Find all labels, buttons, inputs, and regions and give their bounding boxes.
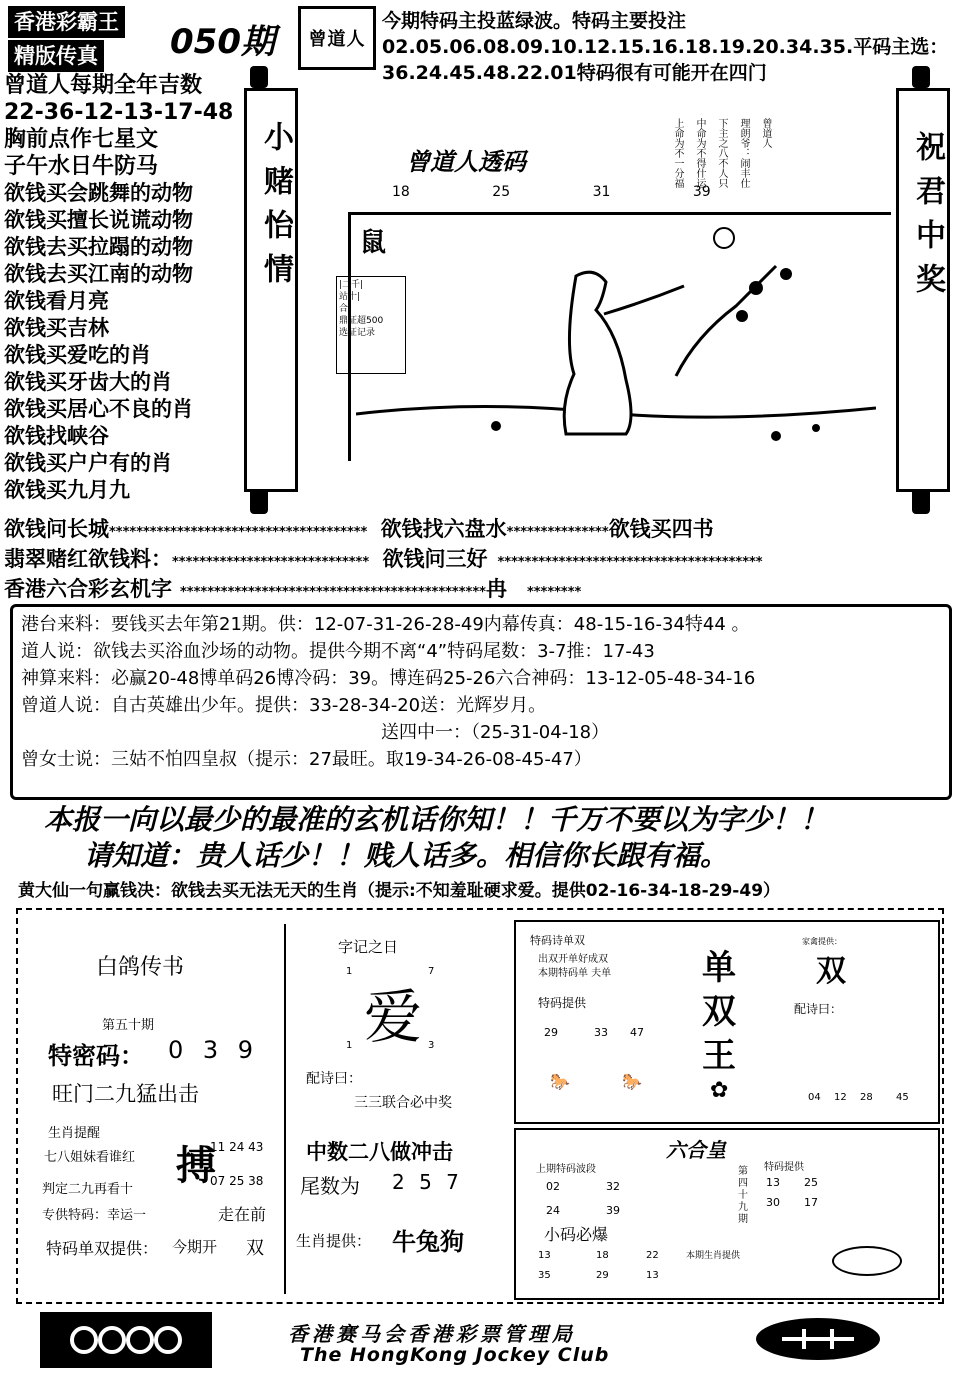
left-line: 胸前点作七星文	[4, 127, 159, 152]
brt-flower-icon: ✿	[710, 1078, 729, 1103]
left-title: 曾道人每期全年吉数	[4, 73, 203, 98]
overlay-note-line: 站十|	[339, 292, 361, 302]
footer-org-cn: 香港赛马会香港彩票管理局	[288, 1322, 576, 1346]
bl-fight: 搏	[176, 1142, 216, 1189]
brb-small-num: 35	[538, 1270, 551, 1281]
bottom-right-top	[514, 920, 940, 1124]
bl-zodiac-hint: 七八姐妹看谁红	[44, 1150, 136, 1165]
left-line: 欲钱买牙齿大的肖	[4, 370, 172, 394]
mid-line-a: 翡翠赌红欲钱料：	[4, 547, 172, 571]
brt-poem-label: 配诗曰：	[794, 1002, 843, 1016]
header-badge	[8, 6, 160, 66]
left-column	[4, 72, 249, 504]
bottom-mid	[288, 924, 504, 1294]
footer-org-en: The HongKong Jockey Club	[300, 1344, 610, 1366]
overlay-note-line: 合	[339, 304, 349, 314]
info-line: 港台来料：要钱买去年第21期。供：12-07-31-26-28-49内幕传真：48-15-16-34特44 。	[21, 614, 750, 635]
bl-judge: 判定二九再看十	[42, 1182, 134, 1197]
left-numbers: 22-36-12-13-17-48	[4, 100, 234, 125]
logo-text: 曾道人	[308, 29, 366, 50]
brt-right-char: 双	[816, 954, 846, 989]
mid-line-stars: ***************	[506, 525, 609, 540]
overlay-note-line: |二千|	[339, 280, 364, 290]
mid-line-a: 欲钱问长城	[4, 517, 109, 541]
bl-issue: 第五十期	[102, 1018, 155, 1033]
mid-line-c: 欲钱买四书	[608, 517, 714, 541]
bl-special-value: 0 3 9	[168, 1036, 260, 1064]
mid-line-stars: *****************************	[172, 555, 370, 570]
bm-poem-label: 配诗曰：	[306, 1071, 362, 1087]
footer-logo-left	[40, 1312, 212, 1368]
info-line: 曾女士说：三姑不怕四皇叔（提示：27最旺。取19-34-26-08-45-47）	[21, 749, 592, 770]
scroll-rod-left	[250, 66, 268, 88]
brb-small-num: 18	[596, 1250, 609, 1261]
mid-line	[4, 546, 952, 576]
left-line: 欲钱买九月九	[4, 478, 130, 502]
bm-corner: 7	[428, 966, 435, 977]
mid-line-stars: **************************************	[109, 525, 368, 540]
brt-right-num: 45	[896, 1092, 909, 1103]
footer-logo-right-icon	[772, 1325, 864, 1353]
brb-issue: 第四十九期	[738, 1166, 748, 1225]
bm-tail-value: 2 5 7	[392, 1170, 463, 1194]
brb-num: 24	[546, 1204, 560, 1217]
brt-king: 王	[702, 1036, 736, 1076]
brb-small-num: 22	[646, 1250, 659, 1261]
mid-line	[4, 516, 952, 546]
left-line: 欲钱买户户有的肖	[4, 451, 172, 475]
picture-poem	[666, 118, 776, 218]
left-line: 欲钱去买拉蹋的动物	[4, 235, 193, 259]
footer	[0, 1308, 957, 1380]
issue-number: 050期	[170, 22, 275, 62]
scroll-paper	[296, 96, 892, 482]
brt-right-title: 家禽提供：	[802, 937, 842, 946]
bl-zodiac-label: 生肖提醒	[48, 1126, 101, 1141]
bm-tail-label: 尾数为	[300, 1174, 360, 1198]
scroll-panel-left	[244, 88, 298, 492]
left-line: 欲钱找峡谷	[4, 424, 109, 448]
poem-line: 曾道人	[760, 118, 771, 148]
footer-logo-left-icon	[56, 1318, 196, 1362]
bl-nums-row2: 07 25 38	[210, 1174, 264, 1188]
poem-line: 中命为不得什运	[694, 118, 705, 188]
brb-logo-icon	[832, 1246, 902, 1276]
brb-small-label: 小码必爆	[544, 1225, 609, 1244]
logo	[298, 6, 376, 70]
overlay-note-line: 鼎证超500	[339, 316, 384, 326]
left-line: 欲钱买擅长说谎动物	[4, 208, 193, 232]
slogan-line1: 本报一向以最少的最准的玄机话你知！！千万不要以为字少！！	[44, 803, 829, 836]
header-badge-line2: 精版传真	[8, 40, 104, 72]
bm-char: 爱	[364, 983, 423, 1051]
brb-num: 32	[606, 1180, 620, 1193]
mid-line	[4, 576, 952, 606]
brt-num: 33	[594, 1026, 608, 1039]
brb-special-num: 17	[804, 1196, 818, 1209]
overlay-note-line: 选证记录	[339, 328, 376, 338]
brb-small-num: 29	[596, 1270, 609, 1281]
brt-title: 特码诗单双	[530, 934, 585, 947]
bl-sd-when: 今期开	[172, 1238, 218, 1256]
bottom-right-bottom	[514, 1128, 940, 1300]
left-line: 欲钱买居心不良的肖	[4, 397, 193, 421]
picture-zodiac: 鼠	[360, 228, 387, 258]
sage-illustration	[356, 216, 876, 456]
footer-logo-right	[756, 1318, 880, 1360]
mid-line-stars: ********	[526, 585, 582, 600]
bm-corner: 1	[346, 1040, 353, 1051]
picture-number: 18	[392, 184, 410, 200]
brt-animal-icon: 🐎	[622, 1072, 642, 1091]
scroll	[244, 66, 944, 516]
brt-king: 单	[702, 948, 736, 988]
info-line: 神算来料：必赢20-48博单码26博冷码：39。博连码25-26六合神码：13-12-05-48-34-16	[21, 668, 756, 689]
brb-special-num: 25	[804, 1176, 818, 1189]
info-line: 送四中一：（25-31-04-18）	[381, 722, 610, 743]
poem-line: 理朗爷：闹丰仕	[738, 118, 749, 188]
picture-title: 曾道人透码	[406, 147, 526, 176]
bm-title: 字记之日	[338, 938, 399, 956]
huang-line: 黄大仙一句赢钱决：欲钱去买无法无天的生肖（提示:不知羞耻硬求爱。提供02-16-34-18-29-49）	[18, 881, 781, 901]
brt-verse1: 出双开单好成双	[538, 954, 608, 965]
scroll-panel-right	[896, 88, 950, 492]
mid-line-stars: *********************************************	[180, 585, 486, 600]
bm-zodiac-label: 生肖提供：	[296, 1232, 372, 1250]
brb-num: 39	[606, 1204, 620, 1217]
header-badge-line1: 香港彩霸王	[8, 6, 125, 38]
bl-special-label: 特密码：	[48, 1042, 144, 1070]
bm-zodiac-value: 牛兔狗	[392, 1227, 464, 1256]
brb-small-num: 13	[538, 1250, 551, 1261]
left-line: 欲钱看月亮	[4, 289, 109, 313]
picture-number: 39	[692, 184, 711, 200]
mid-line-stars: ***************************************	[497, 555, 763, 570]
bl-sd-value: 双	[246, 1238, 264, 1259]
bm-poem: 三三联合必中奖	[354, 1095, 452, 1111]
brt-right-num: 28	[860, 1092, 873, 1103]
poem-line: 上命为不一分福	[672, 118, 683, 188]
bm-corner: 1	[346, 966, 353, 977]
mid-lines	[4, 516, 952, 606]
left-line: 欲钱买爱吃的肖	[4, 343, 151, 367]
brt-provide: 特码提供	[538, 996, 587, 1010]
mid-line-a: 香港六合彩玄机字	[4, 577, 172, 601]
info-line: 曾道人说：自古英雄出少年。提供：33-28-34-20送：光辉岁月。	[21, 695, 547, 716]
brb-num: 02	[546, 1180, 560, 1193]
bm-slogan: 中数二八做冲击	[306, 1140, 453, 1164]
bl-luck: 专供特码：幸运一	[42, 1208, 147, 1223]
brb-zodiac-label: 本期生肖提供	[686, 1251, 741, 1261]
bl-sd-label: 特码单双提供：	[46, 1239, 159, 1258]
scroll-right-text: 祝君中奖	[910, 131, 945, 307]
bm-corner: 3	[428, 1040, 435, 1051]
left-line: 子午水日牛防马	[4, 154, 159, 179]
top-text: 今期特码主投蓝绿波。特码主要投注02.05.06.08.09.10.12.15.16.18.19.20.34.35.平码主选：36.24.45.48.22.01特码很有可能开在四门	[382, 10, 949, 84]
mid-line-b: 欲钱找六盘水	[380, 517, 507, 541]
brt-animal-icon: 🐎	[550, 1072, 570, 1091]
brb-small-num: 13	[646, 1270, 659, 1281]
bl-nums-row1: 11 24 43	[210, 1140, 264, 1154]
brb-prev-label: 上期特码波段	[536, 1164, 596, 1175]
bottom-left	[26, 924, 286, 1294]
slogan-line2: 请知道：贵人话少！！贱人话多。相信你长跟有福。	[84, 839, 729, 872]
bl-title: 白鸽传书	[96, 955, 185, 980]
brb-special-num: 13	[766, 1176, 780, 1189]
brt-right-num: 12	[834, 1092, 847, 1103]
brt-right-num: 04	[808, 1092, 821, 1103]
brb-special-num: 30	[766, 1196, 780, 1209]
mid-line-b: 冉	[485, 577, 507, 601]
mid-line-b: 欲钱问三好	[382, 547, 488, 571]
brb-title: 六合皇	[666, 1138, 726, 1162]
picture-numbers	[392, 184, 711, 200]
brt-num: 29	[544, 1026, 558, 1039]
scroll-rod-right	[912, 66, 930, 88]
bl-hint: 旺门二九猛出击	[52, 1082, 199, 1106]
info-line: 道人说：欲钱去买浴血沙场的动物。提供今期不离“4”特码尾数：3-7推：17-43	[21, 641, 655, 662]
picture-number: 25	[492, 184, 511, 200]
scroll-left-text: 小赌怡情	[258, 121, 293, 297]
bl-walk: 走在前	[218, 1205, 267, 1224]
left-line: 欲钱买吉林	[4, 316, 109, 340]
brb-special-label: 特码提供	[764, 1162, 804, 1173]
brt-king: 双	[702, 992, 736, 1032]
left-line: 欲钱去买江南的动物	[4, 262, 193, 286]
brt-num: 47	[630, 1026, 644, 1039]
left-line: 欲钱买会跳舞的动物	[4, 181, 193, 205]
info-box	[10, 604, 952, 800]
poem-line: 下主之八不人只	[716, 118, 727, 188]
picture-number: 31	[592, 184, 611, 200]
brt-verse2: 本期特码单 夫单	[538, 968, 612, 979]
